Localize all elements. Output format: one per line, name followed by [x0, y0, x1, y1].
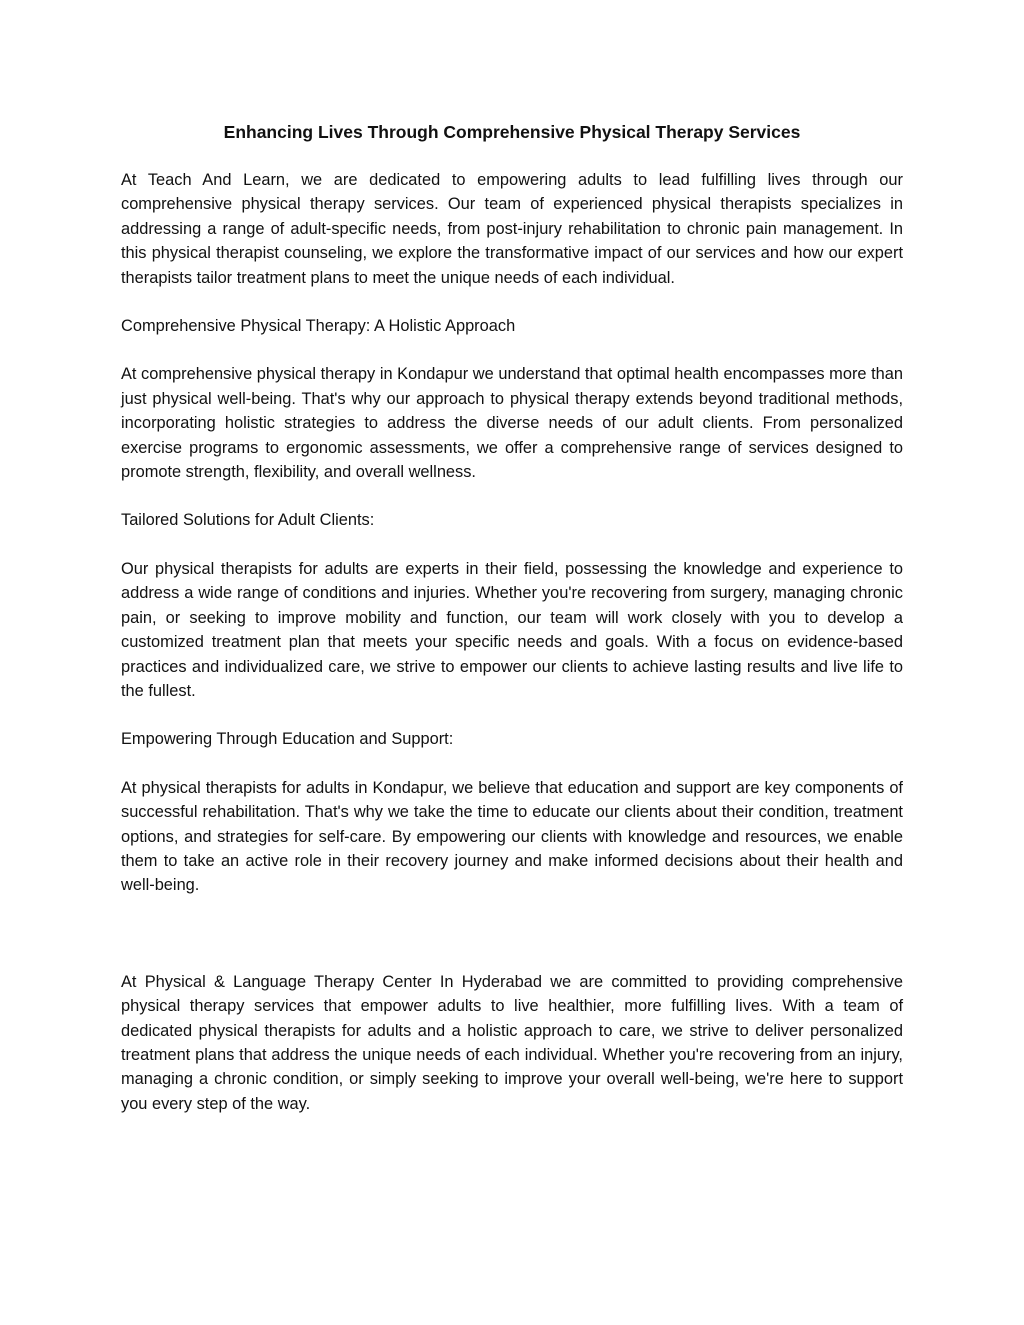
blank-gap: [121, 922, 903, 970]
document-page: [121, 118, 903, 1140]
section-heading-holistic-approach: Comprehensive Physical Therapy: A Holistic Approach: [121, 317, 516, 336]
section-heading-education-support: Empowering Through Education and Support:: [121, 730, 454, 749]
intro-paragraph: At Teach And Learn, we are dedicated to empowering adults to lead fulfilling lives through our comprehensive physical therapy services. Our team of experienced physical therapists specializes in addressing a range of adult-specific needs, from post-injury rehabilitation to chronic pain management. In this physical therapist counseling, we explore the transformative impact of our services and how our expert therapists tailor treatment plans to meet the unique needs of each individual.: [121, 171, 903, 287]
conclusion-paragraph: At Physical & Language Therapy Center In Hyderabad we are committed to providing comprehensive physical therapy services that empower adults to live healthier, more fulfilling lives. With a team of dedicated physical therapists for adults and a holistic approach to care, we strive to deliver personalized treatment plans that address the unique needs of each individual. Whether you're recovering from an injury, managing a chronic condition, or simply seeking to improve your overall well-being, we're here to support you every step of the way.: [121, 972, 903, 1113]
section-body-tailored-solutions: Our physical therapists for adults are experts in their field, possessing the knowledge and experience to address a wide range of conditions and injuries. Whether you're recovering from surgery, managing chronic pain, or seeking to improve mobility and function, our team will work closely with you to develop a customized treatment plan that meets your specific needs and goals. With a focus on evidence-based practices and individualized care, we strive to empower our clients to achieve lasting results and live life to the fullest.: [121, 559, 903, 700]
section-heading-tailored-solutions: Tailored Solutions for Adult Clients:: [121, 511, 375, 530]
document-title: Enhancing Lives Through Comprehensive Physical Therapy Services: [223, 122, 801, 142]
section-body-education-support: At physical therapists for adults in Kondapur, we believe that education and support are key components of successful rehabilitation. That's why we take the time to educate our clients about their condition, treatment options, and strategies for self-care. By empowering our clients with knowledge and resources, we enable them to take an active role in their recovery journey and make informed decisions about their health and well-being.: [121, 778, 903, 895]
section-body-holistic-approach: At comprehensive physical therapy in Kondapur we understand that optimal health encompasses more than just physical well-being. That's why our approach to physical therapy extends beyond traditional methods, incorporating holistic strategies to address the diverse needs of our adult clients. From personalized exercise programs to ergonomic assessments, we offer a comprehensive range of services designed to promote strength, flexibility, and overall wellness.: [121, 365, 903, 482]
